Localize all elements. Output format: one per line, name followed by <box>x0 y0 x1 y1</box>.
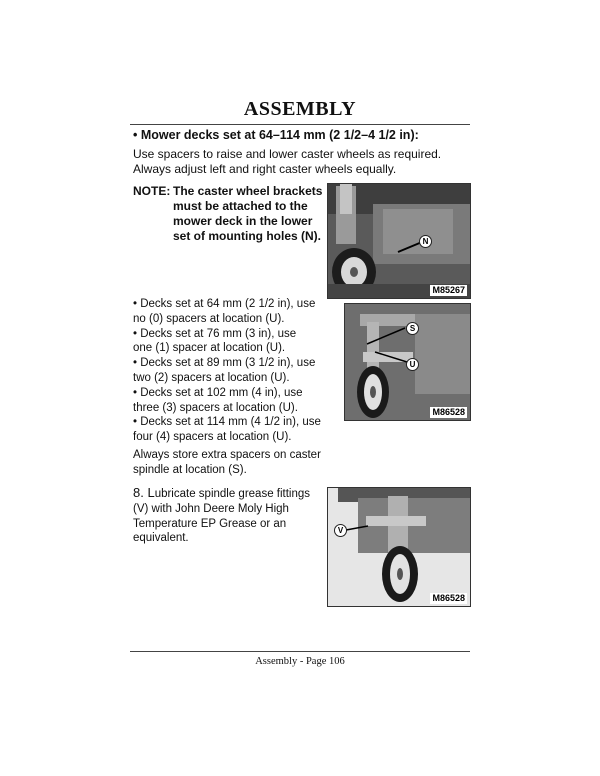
footer-divider <box>130 651 470 652</box>
caster-spacer-photo <box>344 303 471 421</box>
step-line: (V) with John Deere Moly High <box>133 502 289 515</box>
figure-code: M86528 <box>432 407 465 417</box>
list-item: • Decks set at 64 mm (2 1/2 in), use no (0) spacers at location (U). <box>133 298 316 325</box>
title-divider <box>130 124 470 125</box>
list-item: • Decks set at 76 mm (3 in), use one (1) spacer at location (U). <box>133 327 297 355</box>
page-title: ASSEMBLY <box>243 98 357 120</box>
note-line: set of mounting holes (N). <box>173 229 321 243</box>
grease-fitting-photo <box>327 487 471 607</box>
storage-instruction <box>133 448 333 478</box>
list-item: • Decks set at 102 mm (4 in), use three (3) spacers at location (U). <box>133 386 303 414</box>
step-line: ubricate spindle grease fittings <box>154 488 311 500</box>
callout-s: S <box>406 322 419 335</box>
deck-settings-list <box>133 297 333 445</box>
intro-line: Always adjust left and right caster wheels equally. <box>133 162 397 176</box>
lubrication-step <box>133 486 323 546</box>
step-line: Temperature EP Grease or an <box>133 517 287 530</box>
callout-n: N <box>419 235 432 248</box>
figure-code: M85267 <box>432 285 465 295</box>
figure-code: M86528 <box>432 593 465 603</box>
callout-u: U <box>406 358 419 371</box>
callout-v: V <box>334 524 347 537</box>
intro-paragraph <box>133 147 473 177</box>
storage-line: spindle at location (S). <box>133 463 247 476</box>
caster-bracket-illustration <box>328 184 470 298</box>
note-line: The caster wheel brackets <box>173 184 323 198</box>
note-line: must be attached to the <box>173 199 308 213</box>
step-line: equivalent. <box>133 532 189 545</box>
section-heading: • Mower decks set at 64–114 mm (2 1/2–4 1/2 in): <box>133 128 419 142</box>
list-item: • Decks set at 114 mm (4 1/2 in), use four (4) spacers at location (U). <box>133 416 321 444</box>
caster-bracket-photo <box>327 183 471 299</box>
step-number: 8. L <box>133 485 155 500</box>
note-block <box>133 184 322 244</box>
storage-line: Always store extra spacers on caster <box>133 449 321 461</box>
note-line: mower deck in the lower <box>173 214 313 228</box>
grease-fitting-illustration <box>328 488 470 606</box>
page-footer: Assembly - Page 106 <box>255 656 345 667</box>
note-label: NOTE: <box>133 184 171 198</box>
list-item: • Decks set at 89 mm (3 1/2 in), use two (2) spacers at location (U). <box>133 357 316 384</box>
intro-line: Use spacers to raise and lower caster wheels as required. <box>133 147 442 161</box>
